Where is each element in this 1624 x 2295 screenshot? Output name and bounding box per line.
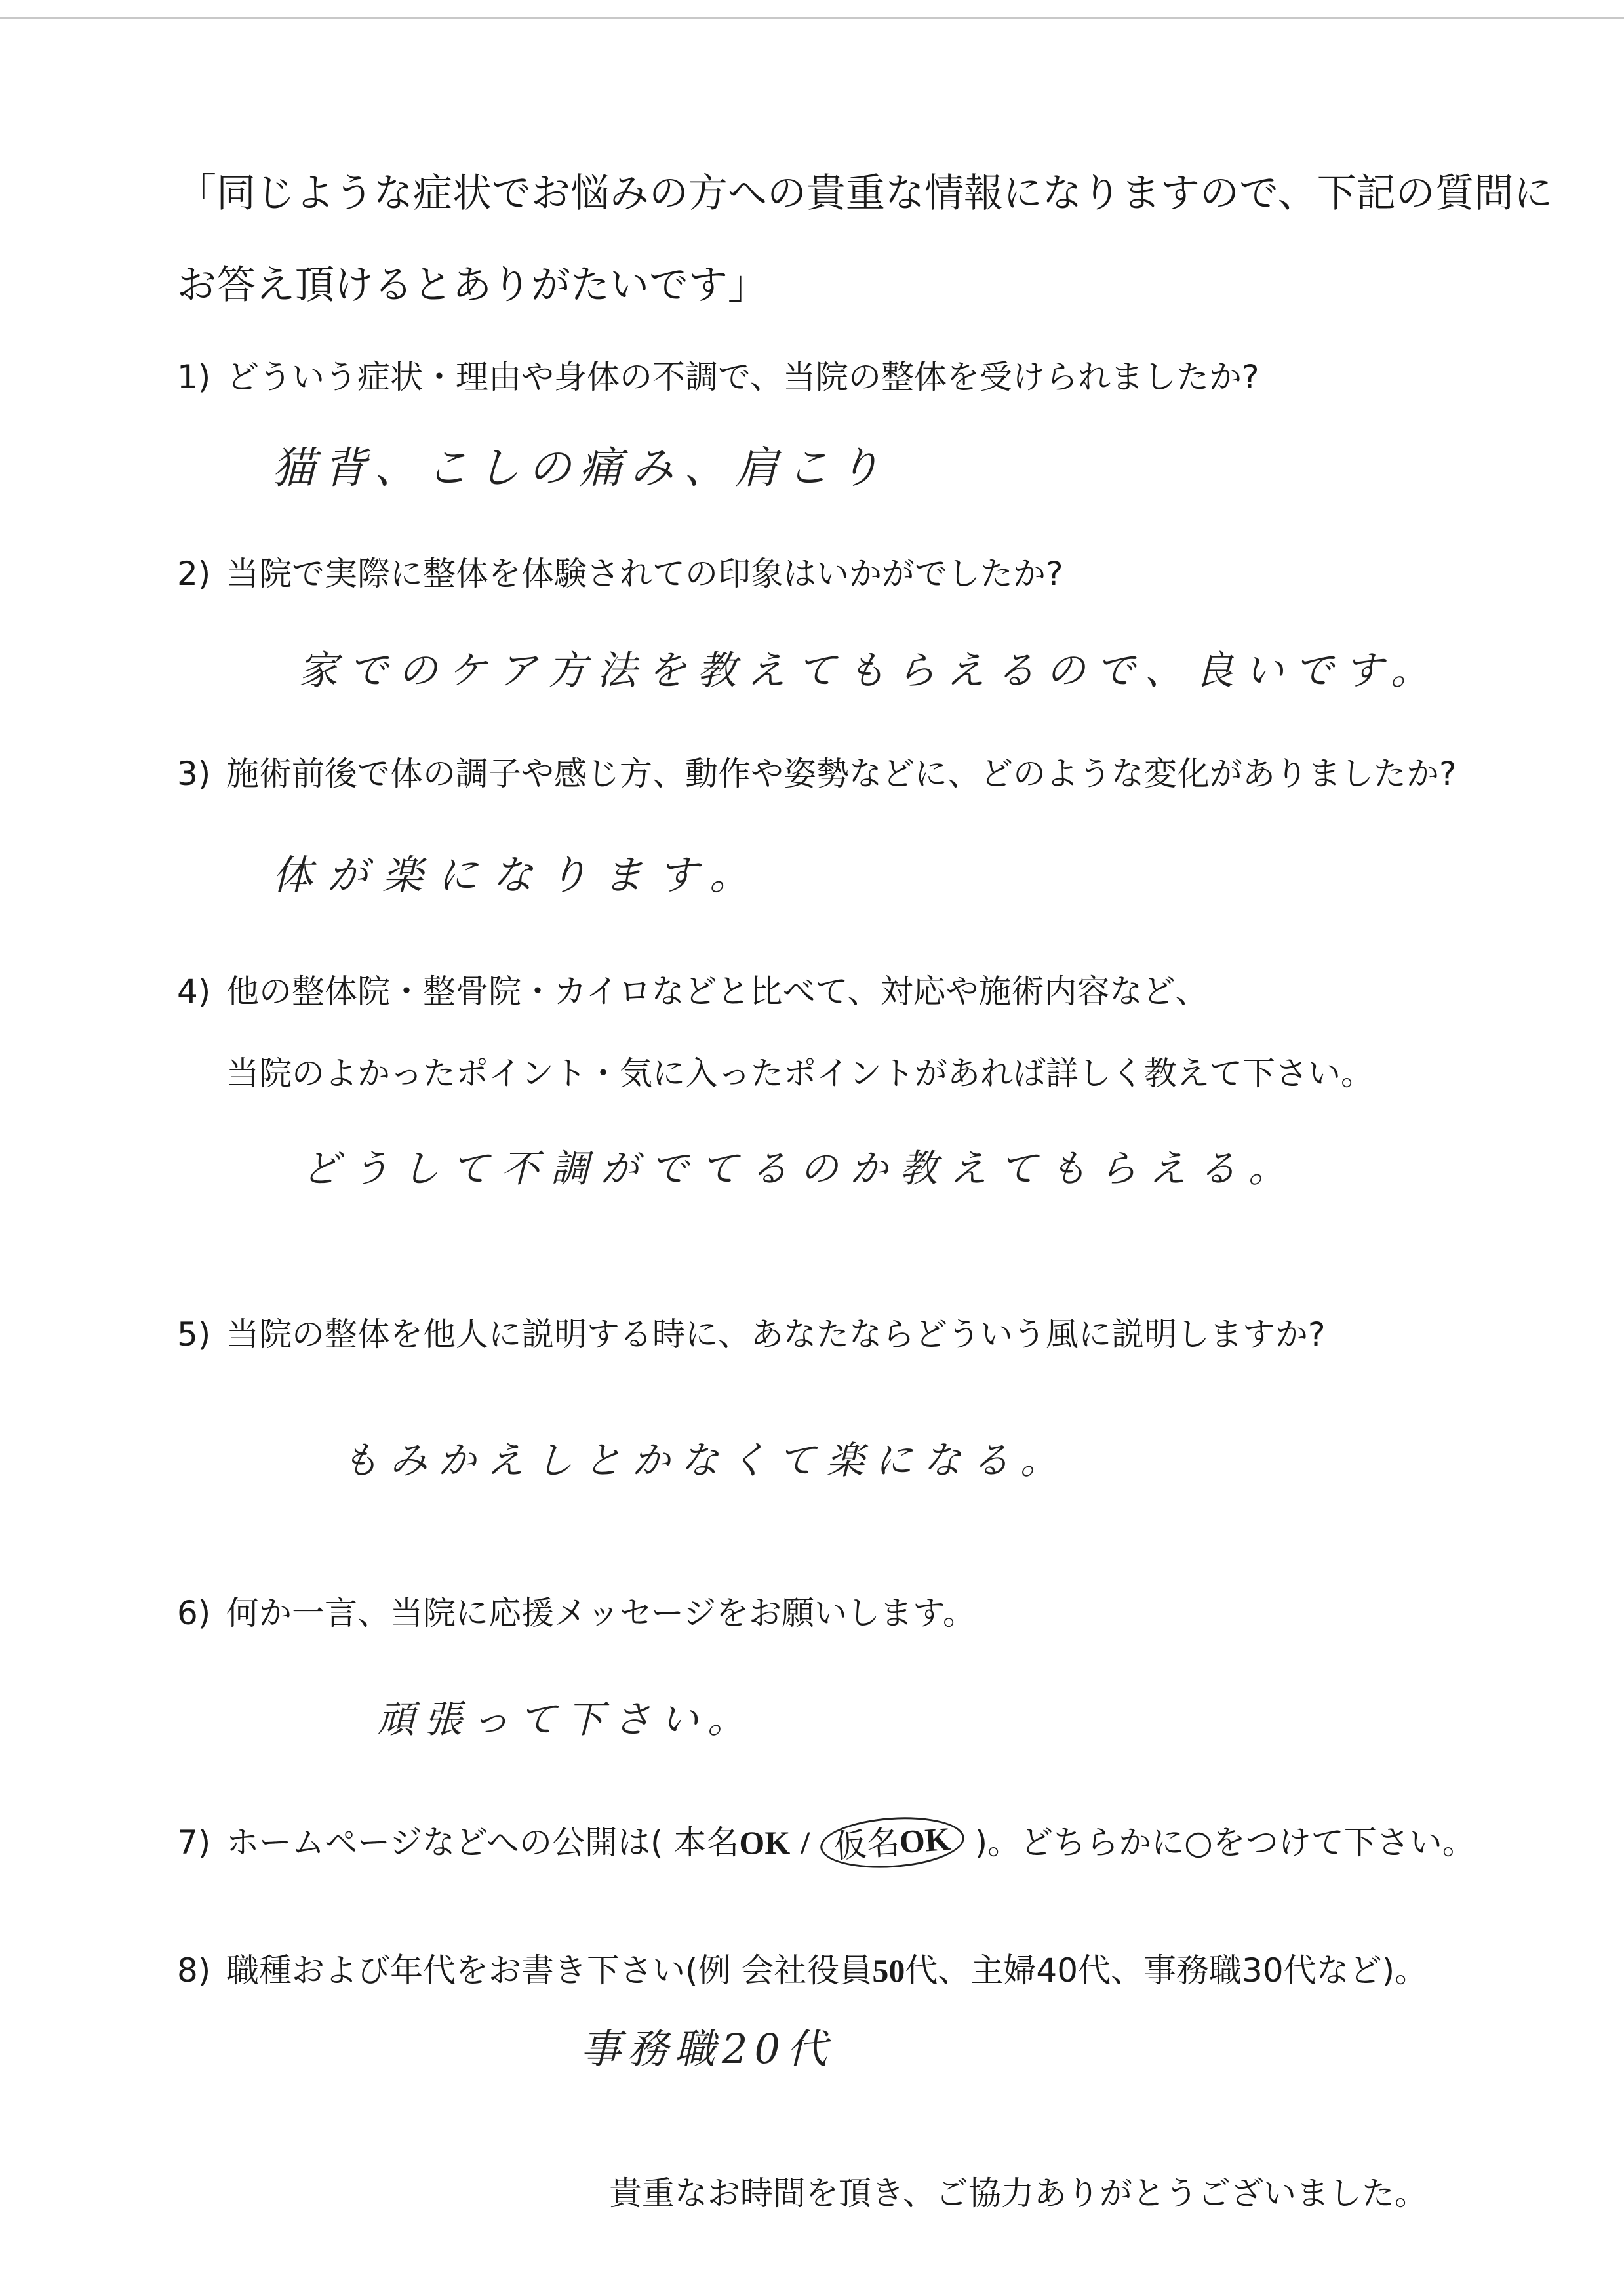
question-number: 4) <box>177 972 211 1010</box>
closing-message: 貴重なお時間を頂き、ご協力ありがとうございました。 <box>609 2174 1427 2212</box>
real-name-label: 本名 <box>673 1824 740 1862</box>
answer-4: どうして不調がでてるのか教えてもらえる。 <box>302 1146 1299 1191</box>
question-number: 2) <box>177 555 211 593</box>
question-number: 6) <box>177 1594 211 1632</box>
answer-5: もみかえしとかなくて楽になる。 <box>341 1438 1069 1483</box>
question-text: 当院で実際に整体を体験されての印象はいかがでしたか? <box>226 555 1063 593</box>
question-1 <box>177 357 1259 397</box>
question-6 <box>177 1593 976 1633</box>
intro-line-1: 「同じような症状でお悩みの方への貴重な情報になりますので、下記の質問に <box>177 170 1553 216</box>
answer-3: 体が楽になります。 <box>272 851 765 899</box>
question-2 <box>177 554 1063 593</box>
real-name-ok: OK <box>739 1824 791 1861</box>
question-text: 何か一言、当院に応援メッセージをお願いします。 <box>226 1594 976 1632</box>
pseudonym-ok: OK <box>898 1820 952 1861</box>
answer-1: 猫背、こしの痛み、肩こり <box>272 443 888 493</box>
question-number: 5) <box>177 1315 211 1353</box>
question-number: 8) <box>177 1951 211 1989</box>
question-number: 7) <box>177 1824 211 1862</box>
q7-prefix: ホームページなどへの公開は( <box>226 1824 663 1862</box>
q7-suffix: )。どちらかに○をつけて下さい。 <box>974 1824 1475 1862</box>
question-8 <box>177 1951 1427 1990</box>
question-4 <box>177 951 1374 1115</box>
pseudonym-circle-mark <box>819 1812 966 1872</box>
option-separator: / <box>801 1824 810 1861</box>
q8-prefix: 職種および年代をお書き下さい(例 会社役員 <box>226 1951 873 1989</box>
question-5 <box>177 1315 1326 1354</box>
real-name-option <box>673 1824 790 1862</box>
answer-6: 頑張って下さい。 <box>377 1697 755 1742</box>
question-text: 当院の整体を他人に説明する時に、あなたならどういう風に説明しますか? <box>226 1315 1326 1353</box>
question-number: 3) <box>177 755 211 793</box>
question-number: 1) <box>177 358 211 396</box>
question-3 <box>177 754 1457 793</box>
answer-8: 事務職20代 <box>580 2025 834 2073</box>
intro-line-2: お答え頂けるとありがたいです」 <box>177 262 767 308</box>
question-text: 他の整体院・整骨院・カイロなどと比べて、対応や施術内容など、 <box>226 972 1208 1010</box>
q8-age-example: 50 <box>872 1952 905 1989</box>
question-text: 施術前後で体の調子や感じ方、動作や姿勢などに、どのような変化がありましたか? <box>226 755 1457 793</box>
question-text-line-2: 当院のよかったポイント・気に入ったポイントがあれば詳しく教えて下さい。 <box>226 1054 1374 1092</box>
pseudonym-option <box>820 1820 964 1866</box>
q8-suffix: 代、主婦40代、事務職30代など)。 <box>905 1951 1428 1989</box>
pseudonym-label: 仮名 <box>833 1823 901 1866</box>
question-7 <box>177 1820 1475 1866</box>
top-rule <box>0 17 1624 19</box>
question-text: どういう症状・理由や身体の不調で、当院の整体を受けられましたか? <box>226 358 1259 396</box>
answer-2: 家でのケア方法を教えてもらえるので、良いです。 <box>298 648 1440 694</box>
intro-text <box>177 148 1553 331</box>
